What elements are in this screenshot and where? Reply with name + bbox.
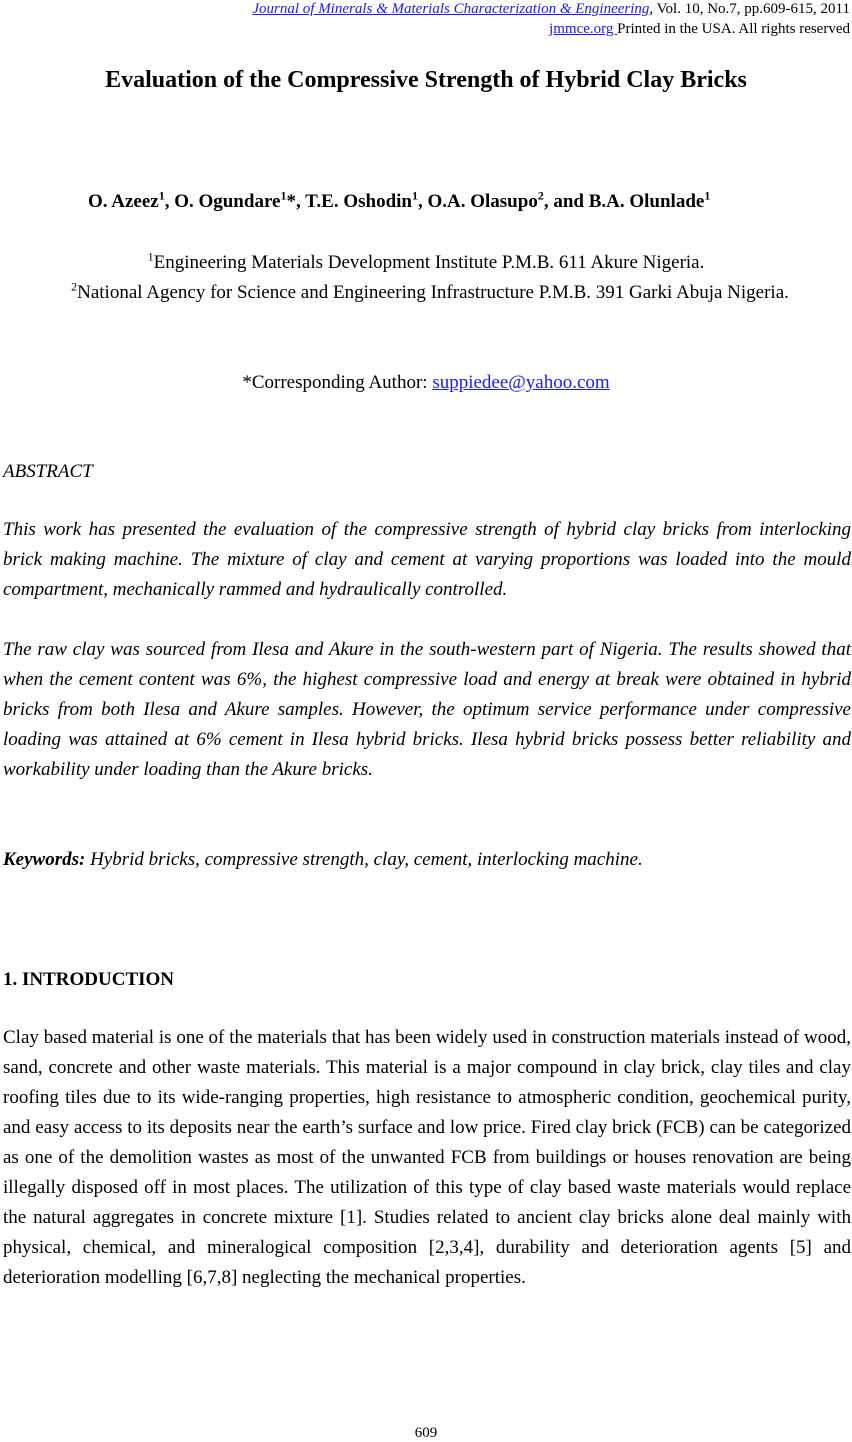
affiliation-1: [0, 248, 852, 278]
affiliation-mark: 2: [71, 279, 78, 294]
author-affiliation-mark: 1: [158, 188, 165, 203]
corresponding-label: *Corresponding Author:: [242, 372, 433, 393]
author-name: O. Azeez: [88, 191, 159, 212]
journal-site-link[interactable]: jmmce.org: [549, 21, 618, 37]
author-affiliation-mark: 1: [411, 188, 418, 203]
author-list: [0, 188, 852, 216]
affiliation-2: [40, 278, 820, 308]
author-affiliation-mark: 1: [280, 188, 287, 203]
affiliation-text: Engineering Materials Development Institute P.M.B. 611 Akure Nigeria.: [153, 252, 705, 273]
author-separator: *,: [286, 191, 306, 212]
page-number: 609: [414, 1425, 438, 1441]
abstract-paragraph-1: This work has presented the evaluation of the compressive strength of hybrid clay bricks from interlocking brick making machine. The mixture of clay and cement at varying proportions was loaded into the mould compartment, mechanically rammed and hydraulically controlled.: [3, 519, 851, 600]
author-name: B.A. Olunlade: [588, 191, 705, 212]
author-affiliation-mark: 1: [704, 188, 711, 203]
paper-title: Evaluation of the Compressive Strength of Hybrid Clay Bricks: [105, 67, 747, 93]
author-name: O.A. Olasupo: [427, 191, 538, 212]
author-affiliation-mark: 2: [537, 188, 544, 203]
abstract-paragraph-2: The raw clay was sourced from Ilesa and Akure in the south-western part of Nigeria. The results showed that when the cement content was 6%, the highest compressive load and energy at break were obtained in hybrid bricks from both Ilesa and Akure samples. However, the optimum service performance under compressive loading was attained at 6% cement in Ilesa hybrid bricks. Ilesa hybrid bricks possess better reliability and workability under loading than the Akure bricks.: [3, 639, 851, 780]
keywords-text: Hybrid bricks, compressive strength, clay, cement, interlocking machine.: [85, 849, 643, 870]
rights-statement: Printed in the USA. All rights reserved: [617, 21, 850, 37]
author-separator: ,: [164, 191, 175, 212]
author-separator: ,: [417, 191, 428, 212]
corresponding-author: [0, 368, 852, 398]
journal-name-link[interactable]: Journal of Minerals & Materials Characterization & Engineering: [252, 1, 650, 17]
introduction-heading: 1. INTRODUCTION: [3, 969, 175, 990]
email-link[interactable]: suppiedee@yahoo.com: [432, 372, 610, 393]
journal-citation: , Vol. 10, No.7, pp.609-615, 2011: [649, 1, 850, 17]
affiliation-mark: 1: [147, 249, 154, 264]
author-separator: , and: [543, 191, 589, 212]
abstract-heading: ABSTRACT: [3, 461, 93, 482]
running-header: [252, 0, 850, 19]
author-name: T.E. Oshodin: [305, 191, 412, 212]
running-header-line2: [549, 20, 850, 39]
keywords-label: Keywords:: [3, 849, 86, 870]
keywords: [3, 845, 851, 875]
affiliation-text: National Agency for Science and Engineering Infrastructure P.M.B. 391 Garki Abuja Nigeria.: [77, 282, 789, 303]
introduction-paragraph-1: Clay based material is one of the materials that has been widely used in construction materials instead of wood, sand, concrete and other waste materials. This material is a major compound in clay brick, clay tiles and clay roofing tiles due to its wide-ranging properties, high resistance to atmospheric condition, geochemical purity, and easy access to its deposits near the earth’s surface and low price. Fired clay brick (FCB) can be categorized as one of the demolition wastes as most of the unwanted FCB from buildings or houses renovation are being illegally disposed off in most places. The utilization of this type of clay based waste materials would replace the natural aggregates in concrete mixture [1]. Studies related to ancient clay bricks alone deal mainly with physical, chemical, and mineralogical composition [2,3,4], durability and deterioration agents [5] and deterioration modelling [6,7,8] neglecting the mechanical properties.: [3, 1027, 851, 1288]
author-name: O. Ogundare: [174, 191, 281, 212]
